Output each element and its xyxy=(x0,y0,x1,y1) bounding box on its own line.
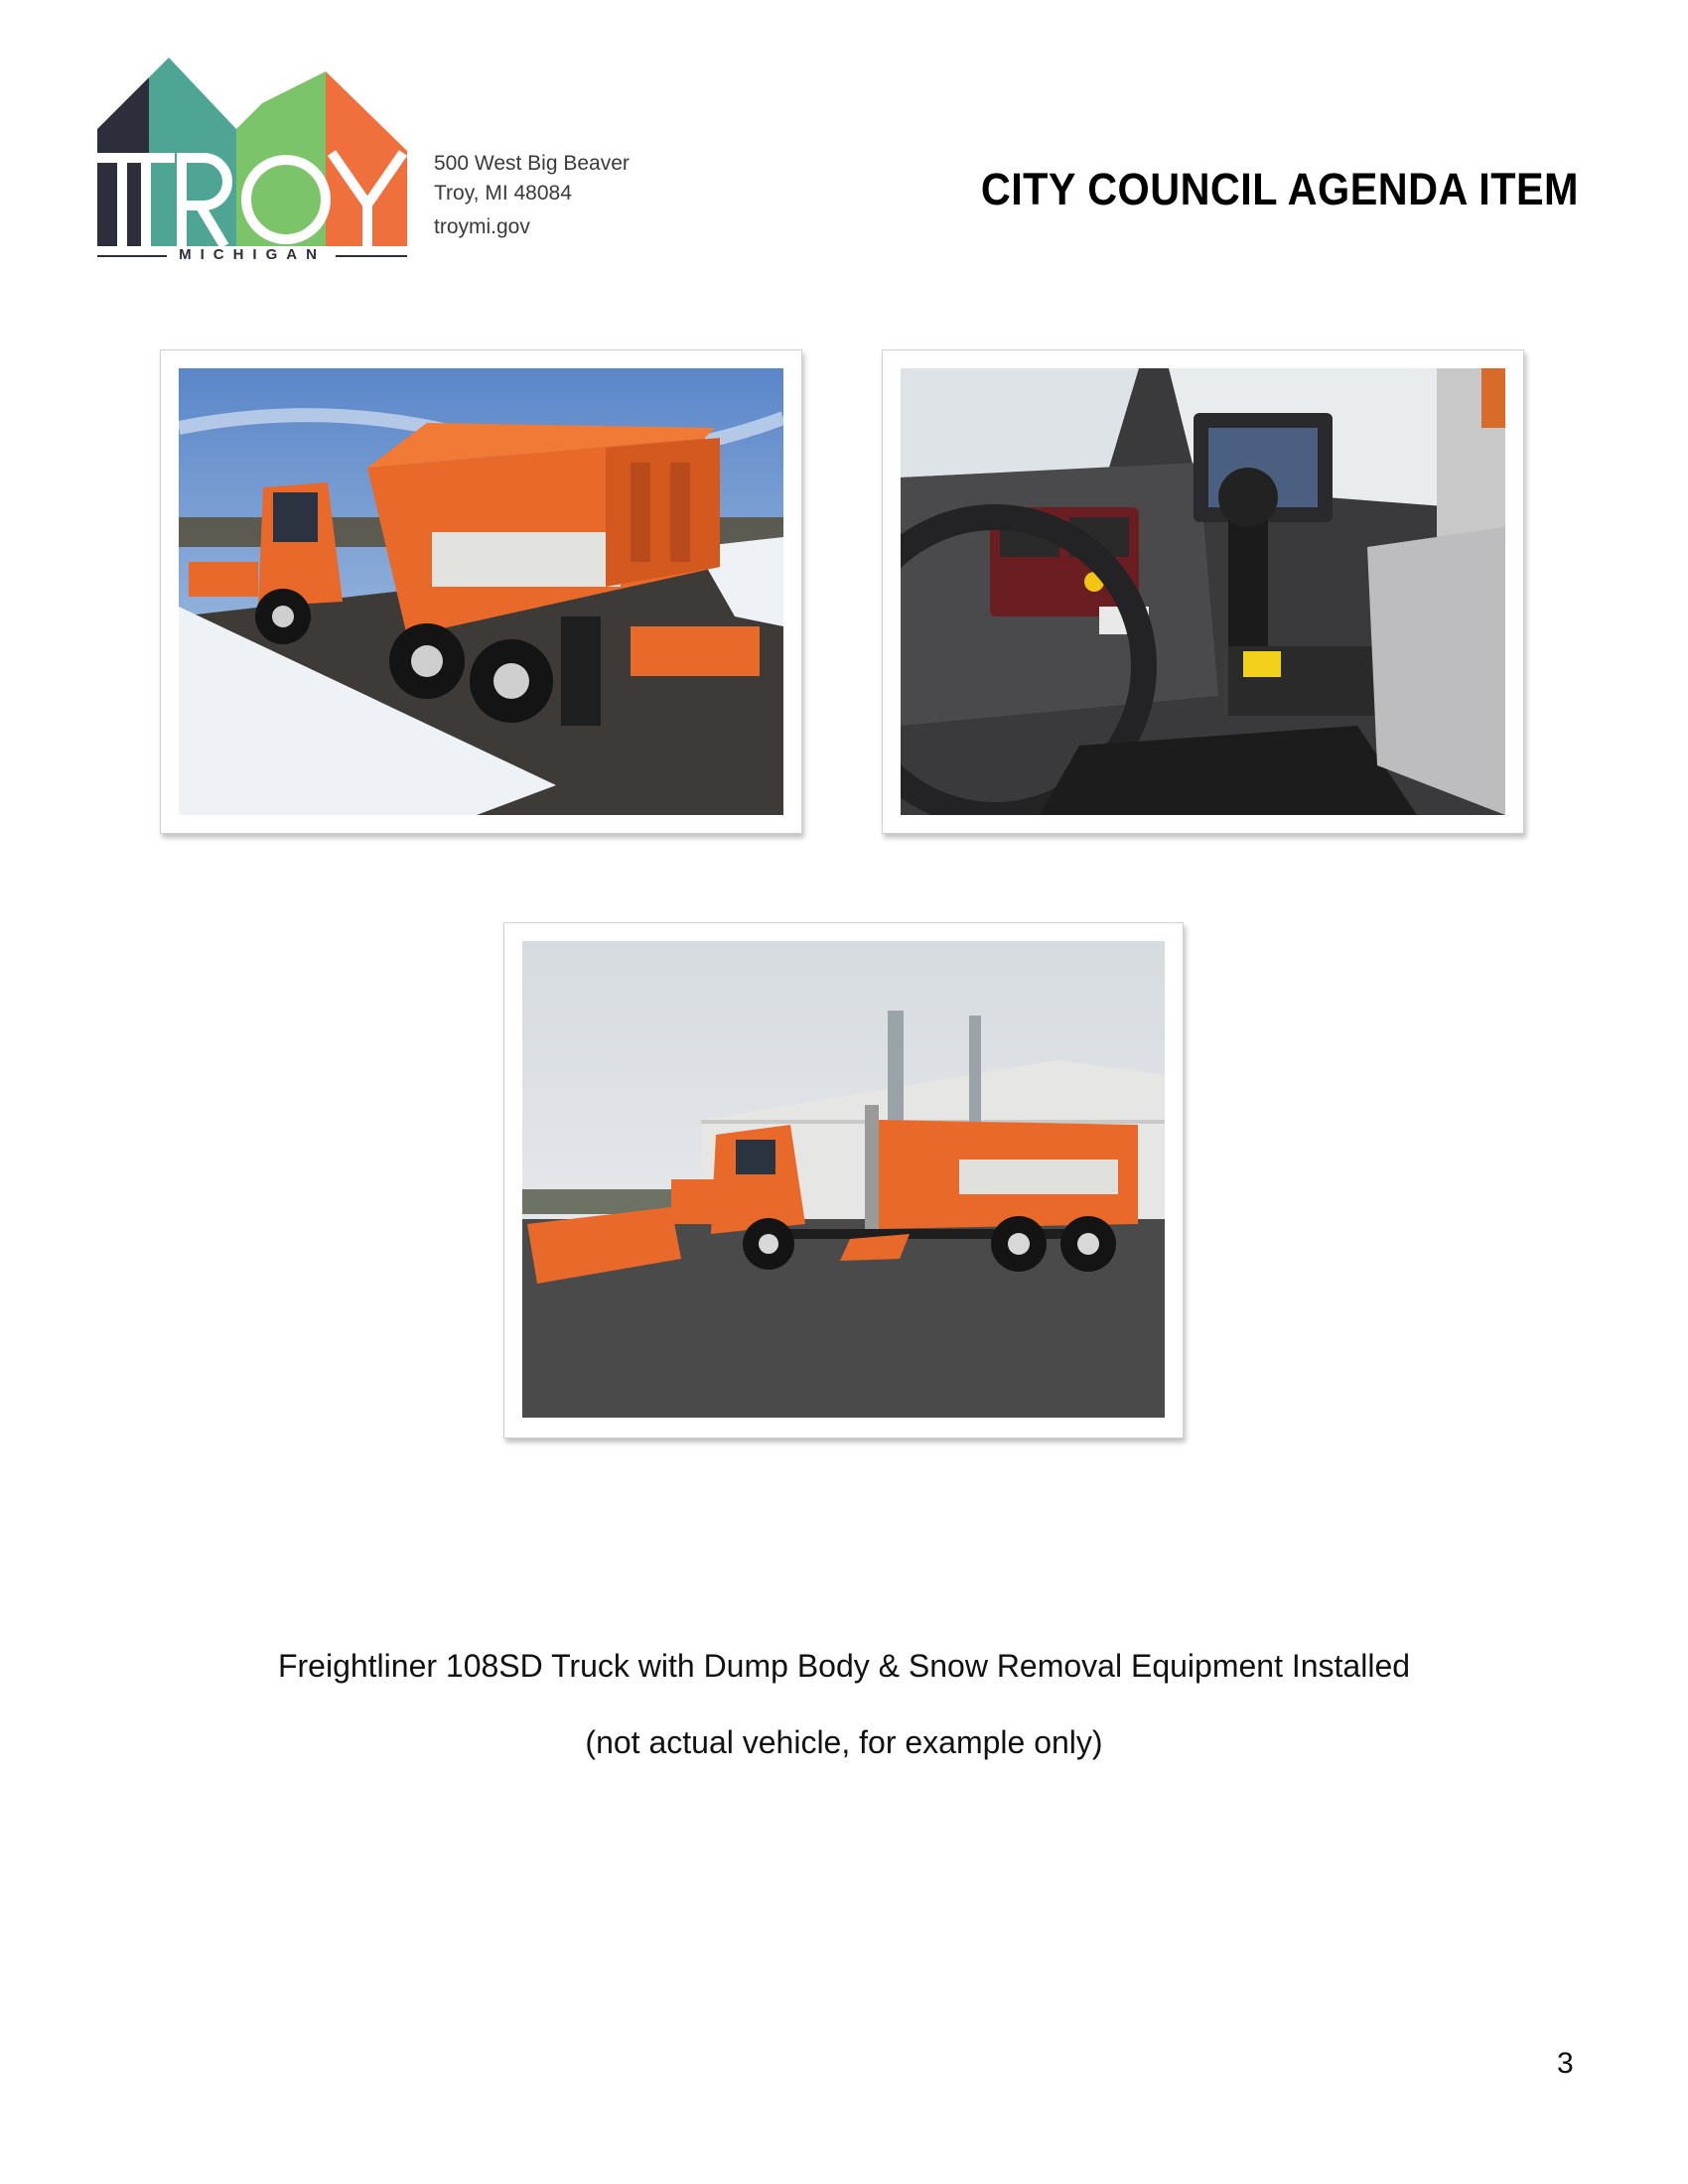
page-number: 3 xyxy=(1557,2047,1574,2080)
address-line-1: 500 West Big Beaver xyxy=(434,152,630,175)
photo-caption: Freightliner 108SD Truck with Dump Body & Snow Removal Equipment Installed xyxy=(277,1648,1411,1684)
city-address xyxy=(434,149,630,242)
address-line-2: Troy, MI 48084 xyxy=(434,182,572,205)
page-title: CITY COUNCIL AGENDA ITEM xyxy=(980,164,1579,214)
website-link[interactable]: troymi.gov xyxy=(434,215,530,238)
truck-rear-photo xyxy=(179,368,783,815)
caption-disclaimer: (not actual vehicle, for example only) xyxy=(585,1724,1103,1760)
truck-side-photo xyxy=(522,941,1165,1418)
logo-subtitle: MICHIGAN xyxy=(179,246,326,263)
troy-logo xyxy=(97,58,407,271)
photo-frame-2 xyxy=(882,349,1524,834)
photo-frame-3 xyxy=(503,922,1184,1438)
truck-cab-photo xyxy=(901,368,1505,815)
photo-frame-1 xyxy=(160,349,802,834)
logo-rule-right xyxy=(336,255,407,257)
